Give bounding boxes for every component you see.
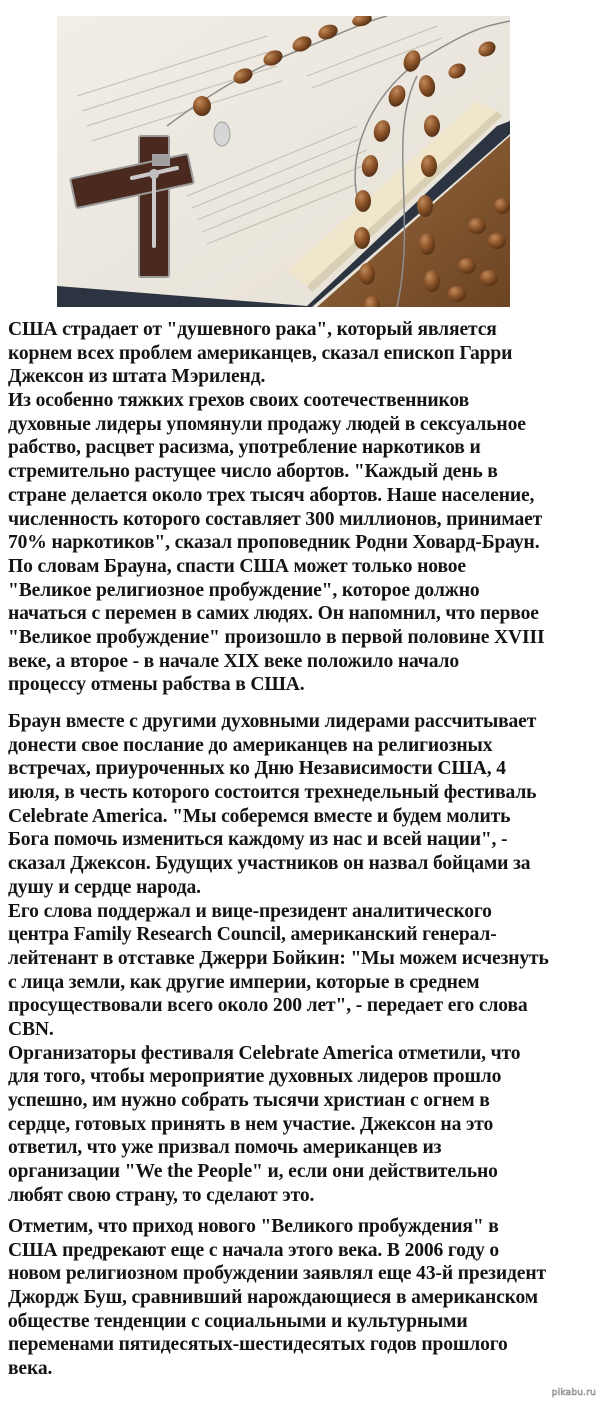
text-line: Бога помочь измениться каждому из нас и всей нации", - [8,829,508,851]
text-line: Celebrate America. "Мы соберемся вместе и будем молить [8,805,511,827]
text-line: процессу отмены рабства в США. [8,674,305,696]
text-line: рабство, расцвет расизма, употребление наркотиков и [8,437,481,459]
text-line: с лица земли, как другие империи, которые в среднем [8,971,480,993]
article-paragraph-1 [8,318,598,697]
text-line: стремительно растущее число абортов. "Каждый день в [8,461,498,483]
text-line: Джексон из штата Мэриленд. [8,366,266,388]
text-line: Организаторы фестиваля Celebrate America отметили, что [8,1042,521,1064]
text-line: обществе тенденции с социальными и культурными [8,1310,468,1332]
text-line: сердце, готовых принять в нем участие. Джексон на это [8,1113,494,1135]
text-line: По словам Брауна, спасти США может только новое [8,555,466,577]
text-line: "Великое религиозное пробуждение", которое должно [8,579,480,601]
text-line: июля, в честь которого состоится трехнедельный фестиваль [8,782,537,804]
text-line: США предрекают еще с начала этого века. В 2006 году о [8,1239,500,1261]
text-line: встречах, приуроченных ко Дню Независимости США, 4 [8,758,506,780]
text-line: просуществовали всего около 200 лет", - передает его слова [8,995,528,1017]
pikabu-watermark: pikabu.ru [551,1388,596,1398]
text-line: сказал Джексон. Будущих участников он назвал бойцами за [8,853,531,875]
text-line: Из особенно тяжких грехов своих соотечественников [8,390,470,412]
text-line: лейтенант в отставке Джерри Бойкин: "Мы можем исчезнуть [8,947,549,969]
text-line: любят свою страну, то сделают это. [8,1184,315,1206]
text-line: века. [8,1358,53,1380]
text-line: для того, чтобы мероприятие духовных лидеров прошло [8,1066,502,1088]
text-line: новом религиозном пробуждении заявлял еще 43-й президент [8,1263,546,1285]
text-line: веке, а второе - в начале XIX веке положило начало [8,650,460,672]
text-line: переменами пятидесятых-шестидесятых годов прошлого [8,1334,508,1356]
text-line: CBN. [8,1018,54,1040]
text-line: Браун вместе с другими духовными лидерами рассчитывает [8,711,537,732]
text-line: душу и сердце народа. [8,876,201,898]
text-line: успешно, им нужно собрать тысячи христиан с огнем в [8,1090,490,1111]
text-line: центра Family Research Council, американский генерал- [8,924,497,946]
text-line: ответил, что уже призвал помочь американцев из [8,1137,442,1159]
text-line: духовные лидеры упомянули продажу людей в сексуальное [8,413,526,435]
text-line: Отметим, что приход нового "Великого пробуждения" в [8,1216,499,1237]
text-line: "Великое пробуждение" произошло в первой половине XVIII [8,626,545,648]
text-line: численность которого составляет 300 миллионов, принимает [8,508,543,530]
text-line: 70% наркотиков", сказал проповедник Родни Ховард-Браун. [8,532,540,554]
rosary-bible-illustration [57,16,510,307]
article-paragraph-2 [8,710,598,1207]
text-line: Его слова поддержал и вице-президент аналитического [8,900,492,922]
text-line: донести свое послание до американцев на религиозных [8,734,493,756]
text-line: начаться с перемен в самих людях. Он напомнил, что первое [8,603,539,625]
text-line: Джордж Буш, сравнивший нарождающиеся в американском [8,1287,538,1309]
text-line: стране делается около трех тысяч абортов. Наше население, [8,484,535,506]
text-line: США страдает от "душевного рака", который является [8,319,497,340]
rosary-bible-photo [57,16,510,307]
text-line: организации "We the People" и, если они действительно [8,1161,498,1183]
article-paragraph-3 [8,1215,598,1381]
text-line: корнем всех проблем американцев, сказал епископ Гарри [8,342,513,364]
